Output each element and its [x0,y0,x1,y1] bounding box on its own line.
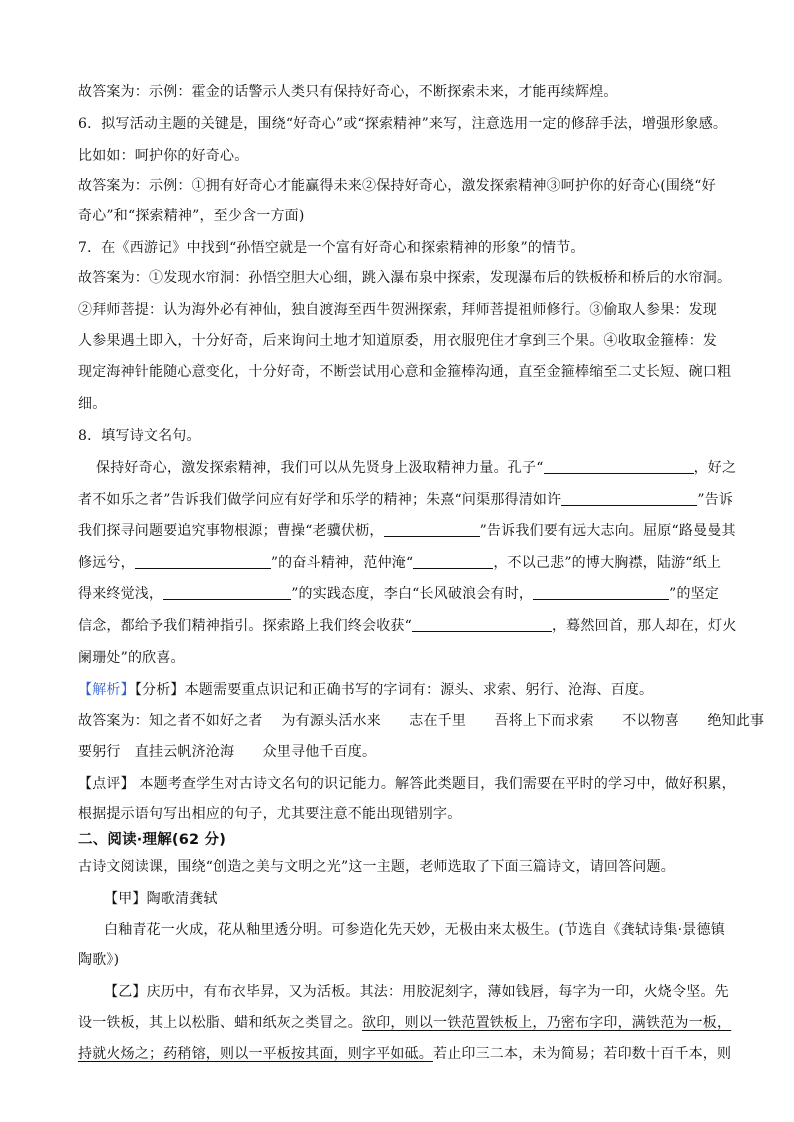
q7-answer-3: 人参果遇土即入，十分好奇，后来询问土地才知道原委，用衣服兜住才拿到三个果。④收取金箍棒：发 [78,333,717,349]
underlined-passage: 欲印，则以一铁范置铁板上，乃密布字印，满铁范为一板， [362,1015,732,1031]
q6-answer-1: 故答案为：示例：①拥有好奇心才能赢得未来②保持好奇心，激发探索精神③呵护你的好奇心(围绕“好 [78,178,716,194]
q8-fill-line-3: 我们探寻问题要追究事物根源；曹操“老骥伏枥， ”告诉我们要有远大志向。屈原“路曼曼其 [78,523,736,539]
analysis-line: 【解析】【分析】本题需要重点识记和正确书写的字词有：源头、求索、躬行、沧海、百度。 [78,682,654,698]
q7-answer-5: 细。 [78,396,107,412]
q8-question: 8．填写诗文名句。 [78,428,201,444]
q6-answer-2: 奇心”和“探索精神”，至少含一方面) [78,208,305,224]
analysis-tag: 【解析】 [78,682,135,698]
poem-jia-line-1: 白釉青花一火成，花从釉里透分明。可参造化先天妙，无极由来太极生。(节选自《龚轼诗集·景德镇 [104,922,725,938]
answer-blank[interactable] [135,554,271,569]
text-yi-line-3: 持就火炀之；药稍镕，则以一平板按其面，则字平如砥。若止印三二本，未为简易；若印数十百千本，则 [78,1046,732,1062]
q8-fill-line-2: 者不如乐之者”告诉我们做学问应有好学和乐学的精神；朱熹“问渠那得清如许 ”告诉 [78,492,734,508]
answer-line-5: 故答案为：示例：霍金的话警示人类只有保持好奇心，不断探索未来，才能再续辉煌。 [78,84,618,100]
answer-blank[interactable] [544,459,694,474]
answer-blank[interactable] [412,617,552,632]
answer-blank[interactable] [384,522,480,537]
q8-fill-line-1: 保持好奇心，激发探索精神，我们可以从先贤身上汲取精神力量。孔子“ ，好之 [96,460,737,476]
answer-blank[interactable] [163,585,291,600]
answer-blank[interactable] [561,491,697,506]
poem-jia-line-2: 陶歌》) [78,952,120,968]
q6-analysis: 6．拟写活动主题的关键是，围绕“好奇心”或“探索精神”来写，注意选用一定的修辞手法，增强形象感。 [78,116,728,132]
q8-fill-line-5: 得来终觉浅， ”的实践态度，李白“长风破浪会有时， ”的坚定 [78,586,720,602]
underlined-passage: 持就火炀之；药稍镕，则以一平板按其面，则字平如砥。 [78,1046,433,1062]
comment-line-1: 【点评】 本题考查学生对古诗文名句的识记能力。解答此类题目，我们需要在平时的学习中，做好积累， [78,776,736,792]
section-intro: 古诗文阅读课，围绕“创造之美与文明之光”这一主题，老师选取了下面三篇诗文，请回答问题。 [78,859,675,875]
q7-answer-2: ②拜师菩提：认为海外必有神仙，独自渡海至西牛贺洲探索，拜师菩提祖师修行。③偷取人参果：发现 [78,302,717,318]
comment-line-2: 根据提示语句写出相应的句子，尤其要注意不能出现错别字。 [78,806,462,822]
q8-fill-line-6: 信念，都给予我们精神指引。探索路上我们终会收获“ ，蓦然回首，那人却在，灯火 [78,618,737,634]
q7-question: 7．在《西游记》中找到“孙悟空就是一个富有好奇心和探索精神的形象”的情节。 [78,240,585,256]
poem-jia-title: 【甲】陶歌清龚轼 [104,891,218,907]
section-heading: 二、阅读·理解(62 分) [78,832,227,848]
q6-example: 比如如：呵护你的好奇心。 [78,148,249,164]
text-yi-line-2: 设一铁板，其上以松脂、蜡和纸灰之类冒之。欲印，则以一铁范置铁板上，乃密布字印，满铁范为一板， [78,1015,732,1031]
text-yi-line-1: 【乙】庆历中，有布衣毕昇，又为活板。其法：用胶泥刻字，薄如钱唇，每字为一印，火烧令坚。先 [104,984,729,1000]
q8-answer-2: 要躬行 直挂云帆济沧海 众里寻他千百度。 [78,744,377,760]
answer-blank[interactable] [413,554,493,569]
q7-answer-1: 故答案为：①发现水帘洞：孙悟空胆大心细，跳入瀑布泉中探索，发现瀑布后的铁板桥和桥后的水帘洞。 [78,270,732,286]
answer-blank[interactable] [533,585,669,600]
q8-answer-1: 故答案为：知之者不如好之者 为有源头活水来 志在千里 吾将上下而求索 不以物喜 绝知此事 [78,713,765,729]
q7-answer-4: 现定海神针能随心意变化，十分好奇，不断尝试用心意和金箍棒沟通，直至金箍棒缩至二丈长短、碗口粗 [78,364,732,380]
q8-fill-line-7: 阑珊处”的欣喜。 [78,650,185,666]
q8-fill-line-4: 修远兮， ”的奋斗精神，范仲淹“ ，不以己悲”的博大胸襟，陆游“纸上 [78,555,722,571]
